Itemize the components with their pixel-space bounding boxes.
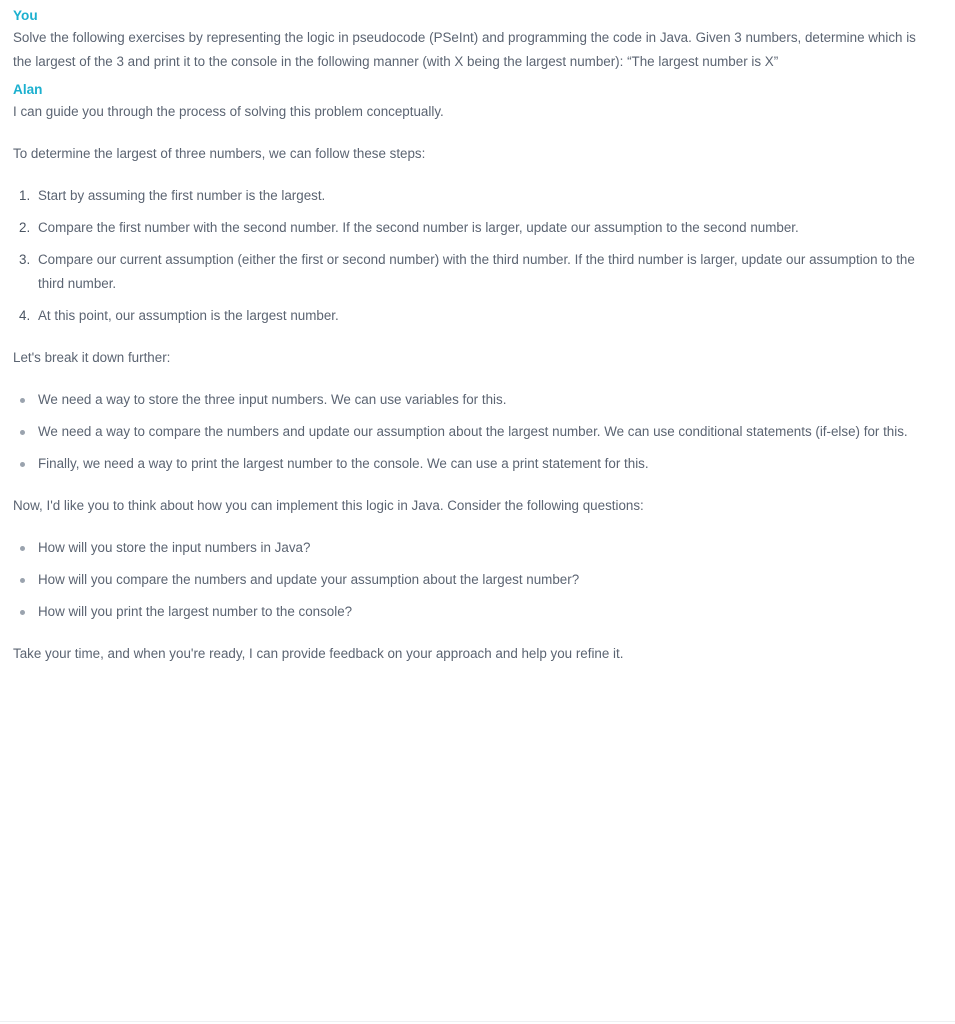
step-item (13, 216, 938, 240)
breakdown-text: We need a way to compare the numbers and update our assumption about the largest number. We can use conditional statements (if-else) for this. (38, 424, 908, 439)
steps-list (13, 184, 938, 328)
user-message-text: Solve the following exercises by representing the logic in pseudocode (PSeInt) and programming the code in Java. Given 3 numbers, determine which is the largest of the 3 and print it to the console in the following manner (with X being the largest number): “The largest number is X” (13, 30, 916, 69)
bullet-icon (20, 430, 25, 435)
step-text: Compare our current assumption (either the first or second number) with the third number. If the third number is larger, update our assumption to the third number. (38, 252, 915, 291)
bullet-icon (20, 398, 25, 403)
step-number: 2. (19, 220, 31, 235)
question-text: How will you compare the numbers and update your assumption about the largest number? (38, 572, 580, 587)
step-number: 1. (19, 188, 31, 203)
step-number: 4. (19, 308, 31, 323)
bullet-icon (20, 578, 25, 583)
steps-intro: To determine the largest of three numbers, we can follow these steps: (13, 146, 426, 161)
breakdown-item (13, 420, 938, 444)
breakdown-text: We need a way to store the three input numbers. We can use variables for this. (38, 392, 507, 407)
assistant-speaker-name: Alan (13, 82, 43, 97)
chat-transcript (13, 6, 938, 666)
bullet-icon (20, 610, 25, 615)
step-text: Start by assuming the first number is the largest. (38, 188, 326, 203)
user-speaker-name: You (13, 8, 38, 23)
question-item (13, 536, 938, 560)
breakdown-text: Finally, we need a way to print the largest number to the console. We can use a print statement for this. (38, 456, 649, 471)
question-item (13, 600, 938, 624)
step-item (13, 304, 938, 328)
question-item (13, 568, 938, 592)
step-text: Compare the first number with the second number. If the second number is larger, update our assumption to the second number. (38, 220, 799, 235)
bullet-icon (20, 546, 25, 551)
question-text: How will you print the largest number to the console? (38, 604, 353, 619)
bottom-divider (0, 1021, 955, 1022)
question-text: How will you store the input numbers in Java? (38, 540, 311, 555)
assistant-message (13, 80, 938, 666)
step-number: 3. (19, 252, 31, 267)
bullet-icon (20, 462, 25, 467)
breakdown-intro: Let's break it down further: (13, 350, 171, 365)
breakdown-item (13, 388, 938, 412)
step-text: At this point, our assumption is the largest number. (38, 308, 339, 323)
step-item (13, 184, 938, 208)
assistant-intro: I can guide you through the process of solving this problem conceptually. (13, 104, 444, 119)
breakdown-list (13, 388, 938, 476)
closing-text: Take your time, and when you're ready, I can provide feedback on your approach and help you refine it. (13, 646, 624, 661)
breakdown-item (13, 452, 938, 476)
user-message (13, 6, 938, 74)
questions-list (13, 536, 938, 624)
step-item (13, 248, 938, 296)
questions-intro: Now, I'd like you to think about how you can implement this logic in Java. Consider the following questions: (13, 498, 644, 513)
